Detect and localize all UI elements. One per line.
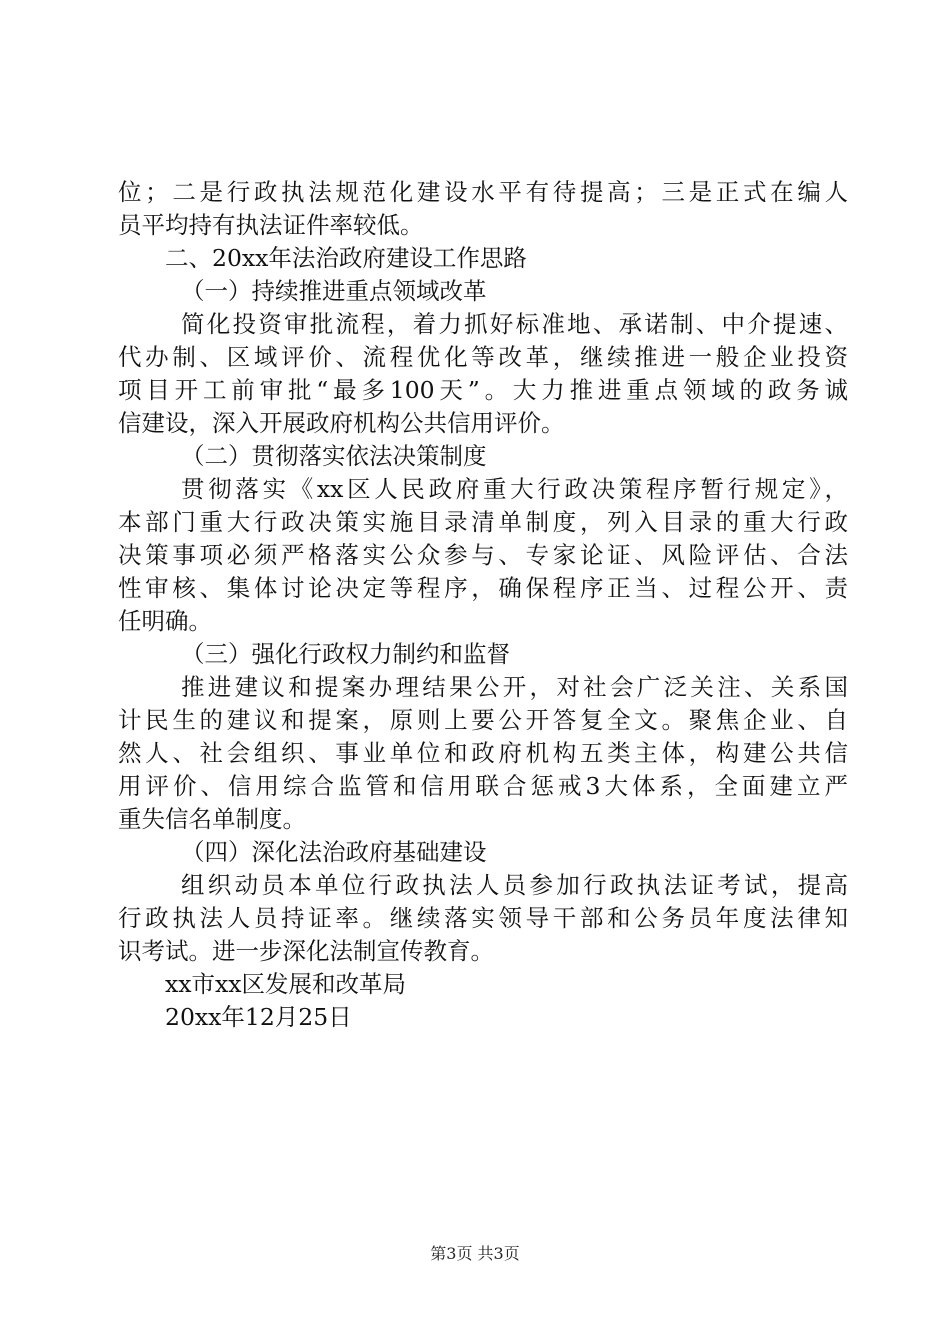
text-line: 重失信名单制度。 — [118, 805, 306, 833]
text-line: 位；二是行政执法规范化建设水平有待提高；三是正式在编人 — [118, 178, 848, 206]
text-line: 然人、社会组织、事业单位和政府机构五类主体，构建公共信 — [118, 739, 848, 767]
text-line: 推进建议和提案办理结果公开，对社会广泛关注、关系国 — [181, 673, 848, 701]
text-line: 任明确。 — [118, 607, 212, 635]
text-line: 二、20xx年法治政府建设工作思路 — [165, 244, 527, 272]
text-line: 代办制、区域评价、流程优化等改革，继续推进一般企业投资 — [118, 343, 848, 371]
text-line: 行政执法人员持证率。继续落实领导干部和公务员年度法律知 — [118, 904, 848, 932]
text-line: 用评价、信用综合监管和信用联合惩戒3大体系，全面建立严 — [118, 772, 848, 800]
text-line: （一）持续推进重点领域改革 — [181, 277, 487, 305]
text-line: 组织动员本单位行政执法人员参加行政执法证考试，提高 — [181, 871, 848, 899]
text-line: （三）强化行政权力制约和监督 — [181, 640, 510, 668]
text-line: 性审核、集体讨论决定等程序，确保程序正当、过程公开、责 — [118, 574, 848, 602]
text-line: 本部门重大行政决策实施目录清单制度，列入目录的重大行政 — [118, 508, 848, 536]
text-line: （四）深化法治政府基础建设 — [181, 838, 487, 866]
text-line: 20xx年12月25日 — [165, 1003, 352, 1031]
text-line: 员平均持有执法证件率较低。 — [118, 211, 424, 239]
text-line: 项目开工前审批“最多100天”。大力推进重点领域的政务诚 — [118, 376, 848, 404]
text-line: 计民生的建议和提案，原则上要公开答复全文。聚焦企业、自 — [118, 706, 848, 734]
text-line: 信建设，深入开展政府机构公共信用评价。 — [118, 409, 565, 437]
text-line: 识考试。进一步深化法制宣传教育。 — [118, 937, 494, 965]
text-line: xx市xx区发展和改革局 — [165, 970, 407, 998]
document-body — [118, 176, 848, 1034]
text-line: 贯彻落实《xx区人民政府重大行政决策程序暂行规定》， — [181, 475, 848, 503]
page-footer: 第3页 共3页 — [430, 1244, 520, 1263]
text-line: 决策事项必须严格落实公众参与、专家论证、风险评估、合法 — [118, 541, 848, 569]
text-line: （二）贯彻落实依法决策制度 — [181, 442, 487, 470]
text-line: 简化投资审批流程，着力抓好标准地、承诺制、中介提速、 — [181, 310, 848, 338]
